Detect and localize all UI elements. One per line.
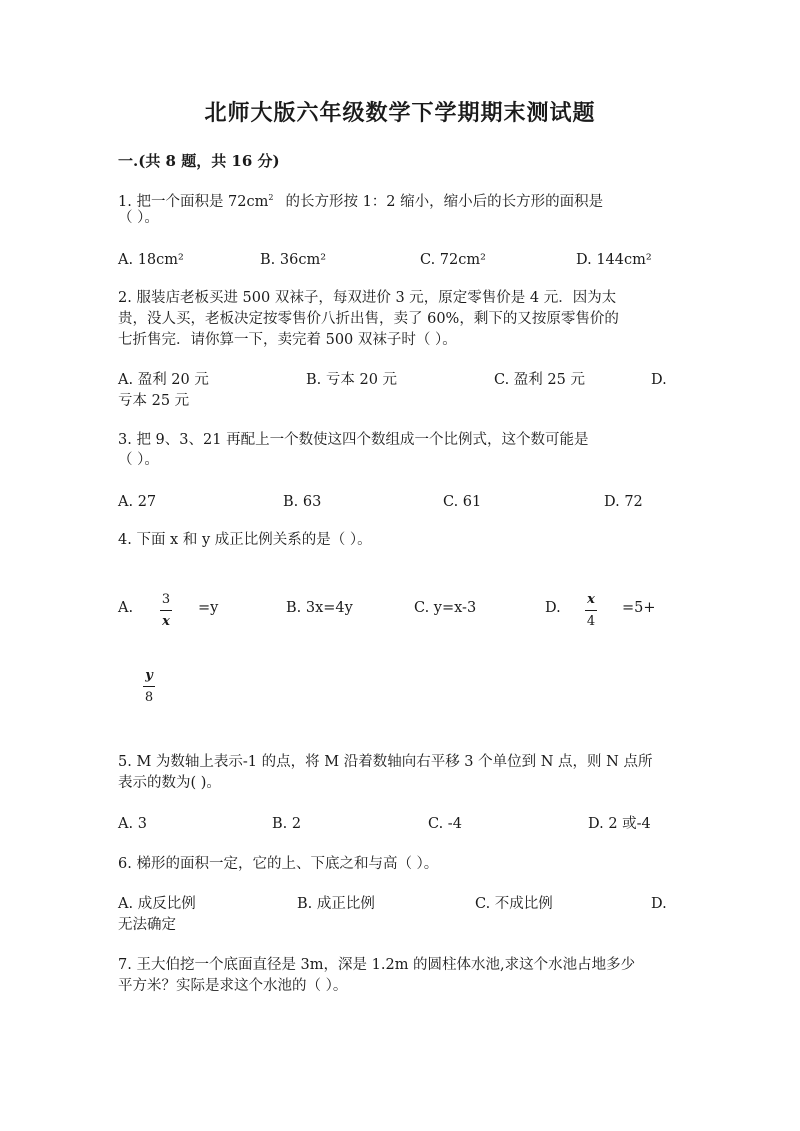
question-1-text-b: 的长方形按 1：2 缩小，缩小后的长方形的面积是 — [285, 194, 604, 210]
question-1-text-a: 1. 把一个面积是 72cm — [118, 194, 269, 210]
fraction-bar — [143, 686, 155, 687]
question-5-option-a: A. 3 — [118, 816, 147, 832]
question-2-line-1: 2. 服装店老板买进 500 双袜子，每双进价 3 元，原定零售价是 4 元．因为太 — [118, 290, 617, 306]
question-4-option-d-fraction — [585, 592, 597, 630]
question-5-option-d: D. 2 或-4 — [588, 816, 651, 832]
question-2-option-a: A. 盈利 20 元 — [118, 372, 209, 388]
question-2-option-c: C. 盈利 25 元 — [494, 372, 585, 388]
fraction-denominator: 4 — [586, 614, 596, 629]
question-4-line-1: 4. 下面 x 和 y 成正比例关系的是（ ）。 — [118, 532, 372, 548]
question-1-superscript: 2 — [268, 193, 274, 202]
question-3-option-d: D. 72 — [604, 494, 643, 510]
question-6-option-c: C. 不成比例 — [475, 896, 553, 912]
question-1-option-c: C. 72cm² — [420, 252, 486, 268]
question-3-option-b: B. 63 — [283, 494, 322, 510]
question-4-option-d-label: D. — [545, 600, 561, 616]
question-4-option-a-label: A. — [118, 600, 134, 616]
question-4-option-d-text: =5+ — [622, 600, 656, 616]
fraction-denominator: 8 — [144, 690, 154, 705]
question-6-option-a: A. 成反比例 — [118, 896, 196, 912]
question-3-line-1: 3. 把 9、3、21 再配上一个数使这四个数组成一个比例式，这个数可能是 — [118, 432, 589, 448]
question-2-line-3: 七折售完．请你算一下，卖完着 500 双袜子时（ ）。 — [118, 332, 457, 348]
question-4-option-a-fraction — [160, 592, 172, 630]
question-2-option-d: D. — [651, 372, 667, 388]
question-3-option-c: C. 61 — [443, 494, 482, 510]
fraction-numerator: x — [587, 592, 595, 607]
question-2-option-d-text: 亏本 25 元 — [118, 393, 190, 409]
question-5-line-1: 5. M 为数轴上表示-1 的点，将 M 沿着数轴向右平移 3 个单位到 N 点，则 N 点所 — [118, 754, 653, 770]
question-7-line-2: 平方米？实际是求这个水池的（ ）。 — [118, 978, 348, 994]
question-7-line-1: 7. 王大伯挖一个底面直径是 3m，深是 1.2m 的圆柱体水池,求这个水池占地多少 — [118, 957, 636, 973]
question-3-option-a: A. 27 — [118, 494, 157, 510]
question-4-option-b: B. 3x=4y — [286, 600, 353, 616]
fraction-numerator: 3 — [161, 592, 171, 607]
fraction-bar — [160, 610, 172, 611]
question-1-line-2: （ ）。 — [118, 210, 159, 226]
question-3-line-2: （ ）。 — [118, 452, 159, 468]
section-heading: 一.(共 8 题，共 16 分) — [118, 152, 280, 170]
question-2-line-2: 贵，没人买，老板决定按零售价八折出售，卖了 60%，剩下的又按原零售价的 — [118, 311, 619, 327]
question-5-option-c: C. -4 — [428, 816, 462, 832]
fraction-bar — [585, 610, 597, 611]
question-6-line-1: 6. 梯形的面积一定，它的上、下底之和与高（ ）。 — [118, 856, 439, 872]
question-6-option-d-text: 无法确定 — [118, 917, 176, 933]
question-4-option-c: C. y=x-3 — [414, 600, 477, 616]
page-title: 北师大版六年级数学下学期期末测试题 — [204, 100, 596, 126]
question-6-option-b: B. 成正比例 — [297, 896, 375, 912]
question-1-option-a: A. 18cm² — [118, 252, 184, 268]
question-4-option-a-text: =y — [198, 600, 219, 616]
question-5-option-b: B. 2 — [272, 816, 302, 832]
question-6-option-d: D. — [651, 896, 667, 912]
fraction-denominator: x — [162, 614, 170, 629]
question-4-option-d-fraction-2 — [143, 668, 155, 706]
question-1-option-d: D. 144cm² — [576, 252, 652, 268]
fraction-numerator: y — [145, 668, 153, 683]
question-1-option-b: B. 36cm² — [260, 252, 327, 268]
question-2-option-b: B. 亏本 20 元 — [306, 372, 398, 388]
question-5-line-2: 表示的数为( )。 — [118, 775, 221, 791]
